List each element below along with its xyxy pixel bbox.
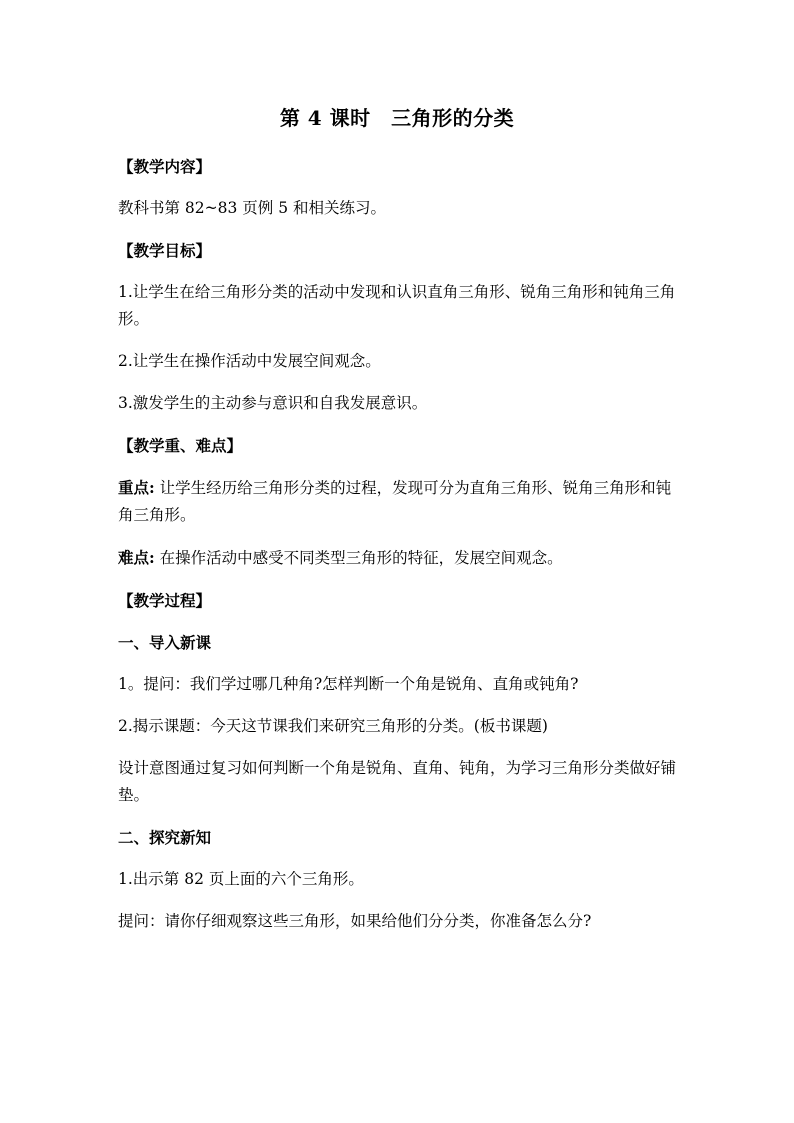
paragraph-textbook-pages: 教科书第 82~83 页例 5 和相关练习。 [118,199,387,217]
paragraph-difficult-point [118,544,676,572]
paragraph-key-point [118,474,676,529]
paragraph-goal-3: 3.激发学生的主动参与意识和自我发展意识。 [118,394,428,412]
heading-key-difficult-points: 【教学重、难点】 [118,436,243,455]
paragraph-goal-2: 2.让学生在操作活动中发展空间观念。 [118,352,381,370]
heading-teaching-content: 【教学内容】 [118,157,212,176]
paragraph-show-triangles: 1.出示第 82 页上面的六个三角形。 [118,870,364,888]
difficult-point-text: 在操作活动中感受不同类型三角形的特征，发展空间观念。 [154,549,563,567]
paragraph-goal-1: 1.让学生在给三角形分类的活动中发现和认识直角三角形、锐角三角形和钝角三角形。 [118,283,676,328]
heading-introduce-lesson: 一、导入新课 [118,633,212,652]
heading-teaching-process: 【教学过程】 [118,591,212,610]
heading-explore-new-knowledge: 二、探究新知 [118,828,212,847]
paragraph-intro-question: 1。提问：我们学过哪几种角?怎样判断一个角是锐角、直角或钝角? [118,675,579,693]
heading-teaching-goals: 【教学目标】 [118,241,212,260]
document-title: 第 4 课时 三角形的分类 [279,106,515,130]
paragraph-design-intent: 设计意图通过复习如何判断一个角是锐角、直角、钝角，为学习三角形分类做好铺垫。 [118,759,677,804]
paragraph-reveal-topic: 2.揭示课题：今天这节课我们来研究三角形的分类。(板书课题) [118,717,548,735]
paragraph-classify-question: 提问：请你仔细观察这些三角形，如果给他们分分类，你准备怎么分? [118,912,592,930]
key-point-text: 让学生经历给三角形分类的过程，发现可分为直角三角形、锐角三角形和钝角三角形。 [118,479,672,524]
difficult-point-label: 难点: [118,548,155,567]
key-point-label: 重点: [118,478,155,497]
